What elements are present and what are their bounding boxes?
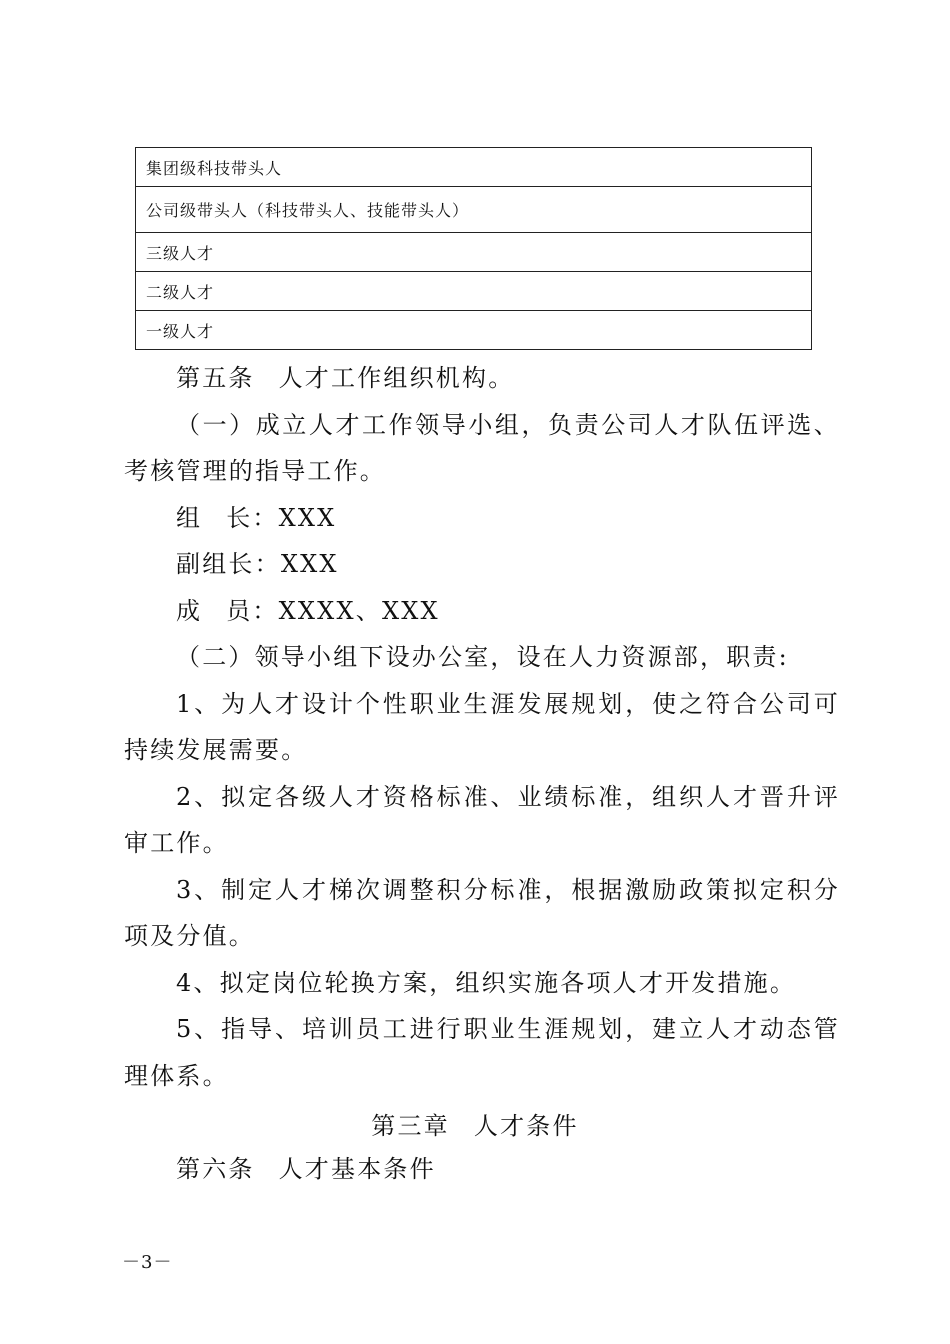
member-label-a: 成	[176, 596, 203, 625]
member-label-b: 员：	[226, 596, 279, 625]
duty-item: 3、制定人才梯次调整积分标准，根据激励政策拟定积分项及分值。	[124, 875, 840, 950]
paragraph: （一）成立人才工作领导小组，负责公司人才队伍评选、考核管理的指导工作。	[124, 410, 840, 485]
duty-item: 2、拟定各级人才资格标准、业绩标准，组织人才晋升评审工作。	[124, 782, 840, 857]
talent-level-table	[135, 147, 812, 350]
article-title: 人才工作组织机构。	[278, 364, 515, 392]
table-row	[136, 148, 812, 187]
table-cell: 二级人才	[136, 272, 812, 311]
duty-item: 4、拟定岗位轮换方案，组织实施各项人才开发措施。	[176, 968, 797, 997]
deputy-value: XXX	[280, 550, 339, 578]
leader-label-a: 组	[176, 503, 203, 532]
article-label: 第六条	[176, 1155, 255, 1183]
table-row	[136, 311, 812, 350]
article-5-heading	[124, 355, 840, 402]
duty-item: 1、为人才设计个性职业生涯发展规划，使之符合公司可持续发展需要。	[124, 689, 840, 764]
table-cell: 集团级科技带头人	[136, 148, 812, 187]
article-label: 第五条	[176, 364, 255, 392]
deputy-label: 副组长：	[176, 550, 281, 578]
table-cell: 公司级带头人（科技带头人、技能带头人）	[136, 187, 812, 233]
leader-label-b: 长：	[226, 503, 279, 532]
member-line	[124, 588, 840, 635]
table-row	[136, 272, 812, 311]
table-row	[136, 187, 812, 233]
deputy-line	[124, 541, 840, 588]
paragraph: （二）领导小组下设办公室，设在人力资源部，职责:	[176, 643, 789, 671]
chapter-heading	[0, 1103, 950, 1149]
article-5-section	[124, 355, 840, 1099]
leader-line	[124, 495, 840, 542]
chapter-title: 人才条件	[473, 1112, 579, 1140]
duty-item: 5、指导、培训员工进行职业生涯规划，建立人才动态管理体系。	[124, 1015, 840, 1090]
table-row	[136, 233, 812, 272]
chapter-label: 第三章	[371, 1112, 450, 1140]
table-cell: 一级人才	[136, 311, 812, 350]
member-value: XXXX、XXX	[278, 596, 440, 625]
article-6-heading	[176, 1146, 436, 1192]
page-number: －3－	[122, 1252, 173, 1273]
table-cell: 三级人才	[136, 233, 812, 272]
leader-value: XXX	[278, 503, 337, 532]
article-title: 人才基本条件	[278, 1155, 436, 1183]
